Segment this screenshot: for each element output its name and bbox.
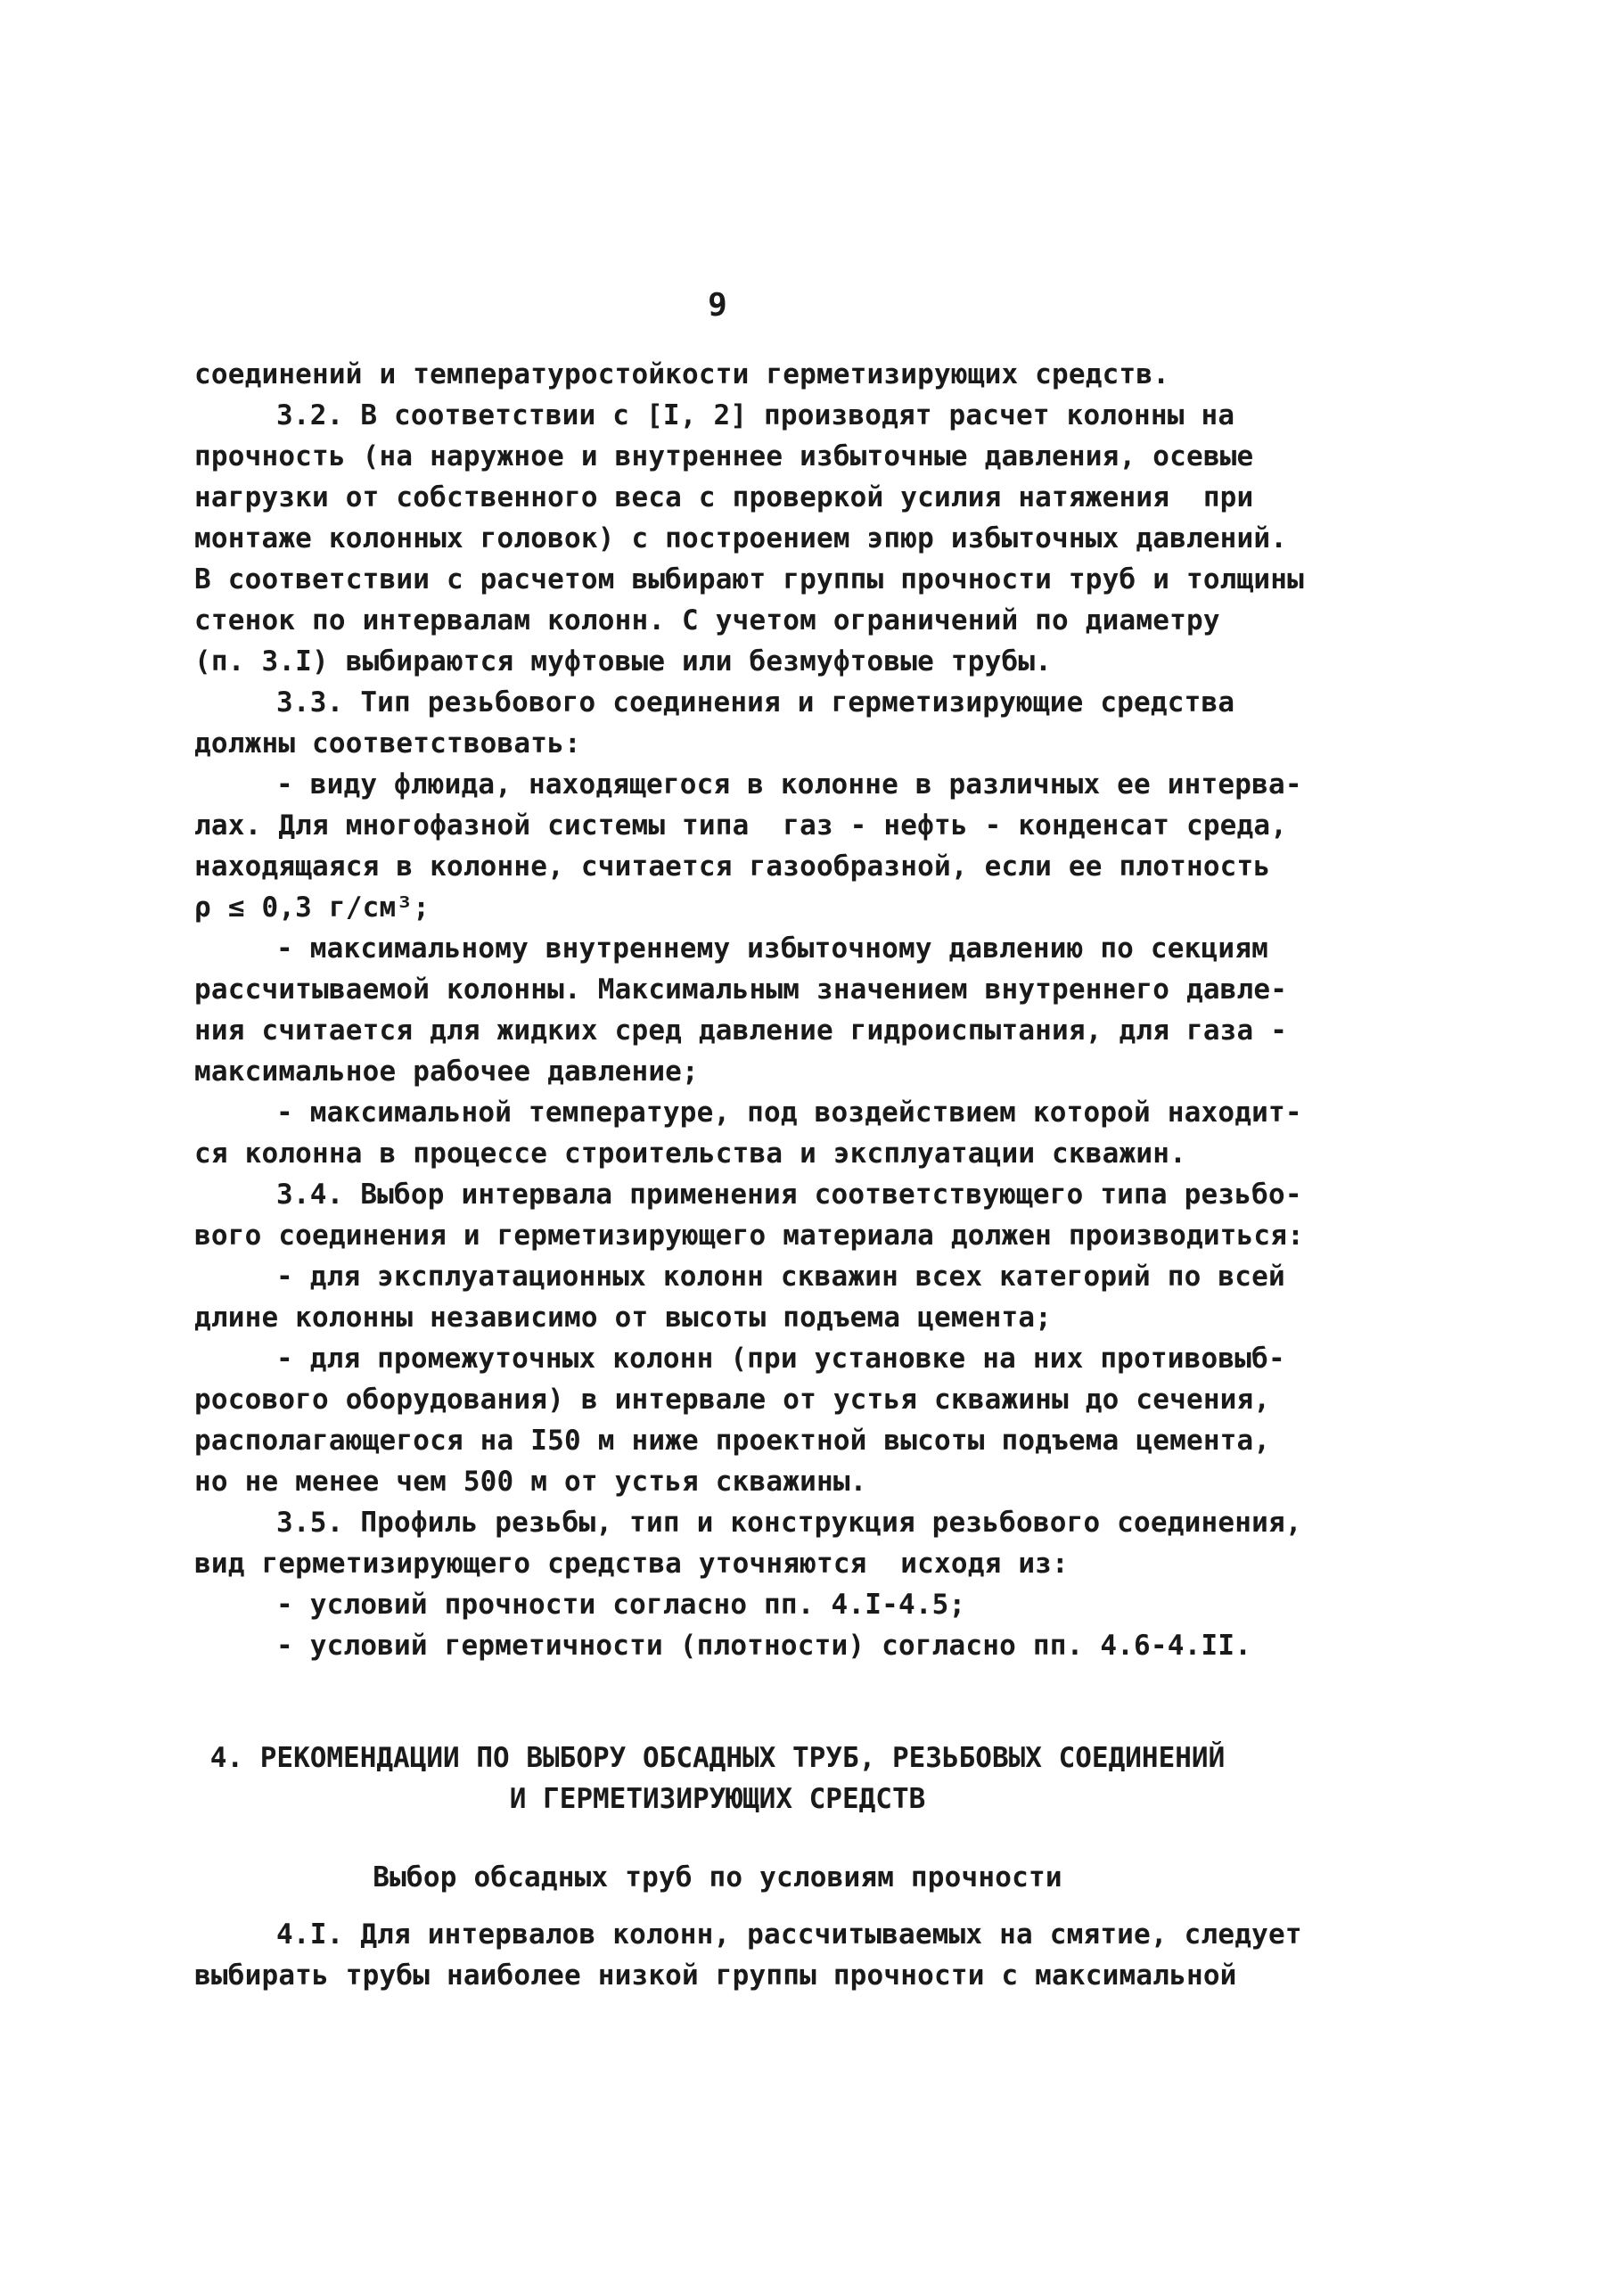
text-line: ния считается для жидких сред давление гидроиспытания, для газа -: [194, 1015, 1288, 1047]
text-line: находящаяся в колонне, считается газообразной, если ее плотность: [194, 850, 1271, 883]
text-line: располагающегося на I50 м ниже проектной высоты подъема цемента,: [194, 1425, 1271, 1457]
section-heading: И ГЕРМЕТИЗИРУЮЩИХ СРЕДСТВ: [509, 1783, 926, 1815]
text-line: длине колонны независимо от высоты подъема цемента;: [194, 1302, 1053, 1334]
text-line: должны соответствовать:: [194, 727, 581, 760]
section-heading: 4. РЕКОМЕНДАЦИИ ПО ВЫБОРУ ОБСАДНЫХ ТРУБ, РЕЗЬБОВЫХ СОЕДИНЕНИЙ: [209, 1742, 1226, 1774]
text-line: росового оборудования) в интервале от устья скважины до сечения,: [194, 1384, 1271, 1416]
text-line: нагрузки от собственного веса с проверкой усилия натяжения при: [194, 481, 1254, 513]
page-number: 9: [708, 287, 727, 324]
text-line: - условий прочности согласно пп. 4.I-4.5;: [276, 1589, 966, 1621]
text-line: 3.2. В соответствии с [I, 2] производят расчет колонны на: [276, 399, 1235, 431]
text-line: соединений и температуростойкости герметизирующих средств.: [194, 358, 1170, 390]
text-line: - максимальной температуре, под воздействием которой находит-: [276, 1097, 1302, 1129]
subheading: Выбор обсадных труб по условиям прочности: [373, 1861, 1062, 1894]
text-line: выбирать трубы наиболее низкой группы прочности с максимальной: [194, 1959, 1237, 1992]
text-line: 3.4. Выбор интервала применения соответствующего типа резьбо-: [276, 1179, 1302, 1211]
text-line: 4.I. Для интервалов колонн, рассчитываемых на смятие, следует: [276, 1918, 1302, 1951]
text-line: прочность (на наружное и внутреннее избыточные давления, осевые: [194, 440, 1254, 472]
text-line: ρ ≤ 0,3 г/см³;: [194, 891, 431, 924]
text-line: рассчитываемой колонны. Максимальным значением внутреннего давле-: [194, 973, 1288, 1006]
text-line: вид герметизирующего средства уточняются исходя из:: [194, 1548, 1069, 1580]
text-line: - для эксплуатационных колонн скважин всех категорий по всей: [276, 1261, 1285, 1293]
text-line: - условий герметичности (плотности) согласно пп. 4.6-4.II.: [276, 1630, 1252, 1662]
text-line: 3.5. Профиль резьбы, тип и конструкция резьбового соединения,: [276, 1507, 1302, 1539]
text-line: - для промежуточных колонн (при установке на них противовыб-: [276, 1343, 1285, 1375]
text-line: лах. Для многофазной системы типа газ - нефть - конденсат среда,: [194, 809, 1288, 842]
text-line: ся колонна в процессе строительства и эксплуатации скважин.: [194, 1138, 1186, 1170]
text-line: (п. 3.I) выбираются муфтовые или безмуфтовые трубы.: [194, 645, 1053, 678]
text-line: вого соединения и герметизирующего материала должен производиться:: [194, 1220, 1304, 1252]
text-line: но не менее чем 500 м от устья скважины.: [194, 1466, 867, 1498]
text-line: В соответствии с расчетом выбирают группы прочности труб и толщины: [194, 563, 1304, 596]
text-line: монтаже колонных головок) с построением эпюр избыточных давлений.: [194, 522, 1288, 555]
text-line: стенок по интервалам колонн. С учетом ограничений по диаметру: [194, 604, 1220, 637]
text-line: - виду флюида, находящегося в колонне в различных ее интерва-: [276, 768, 1302, 801]
text-line: - максимальному внутреннему избыточному давлению по секциям: [276, 932, 1268, 965]
text-line: 3.3. Тип резьбового соединения и герметизирующие средства: [276, 686, 1235, 719]
text-line: максимальное рабочее давление;: [194, 1056, 699, 1088]
